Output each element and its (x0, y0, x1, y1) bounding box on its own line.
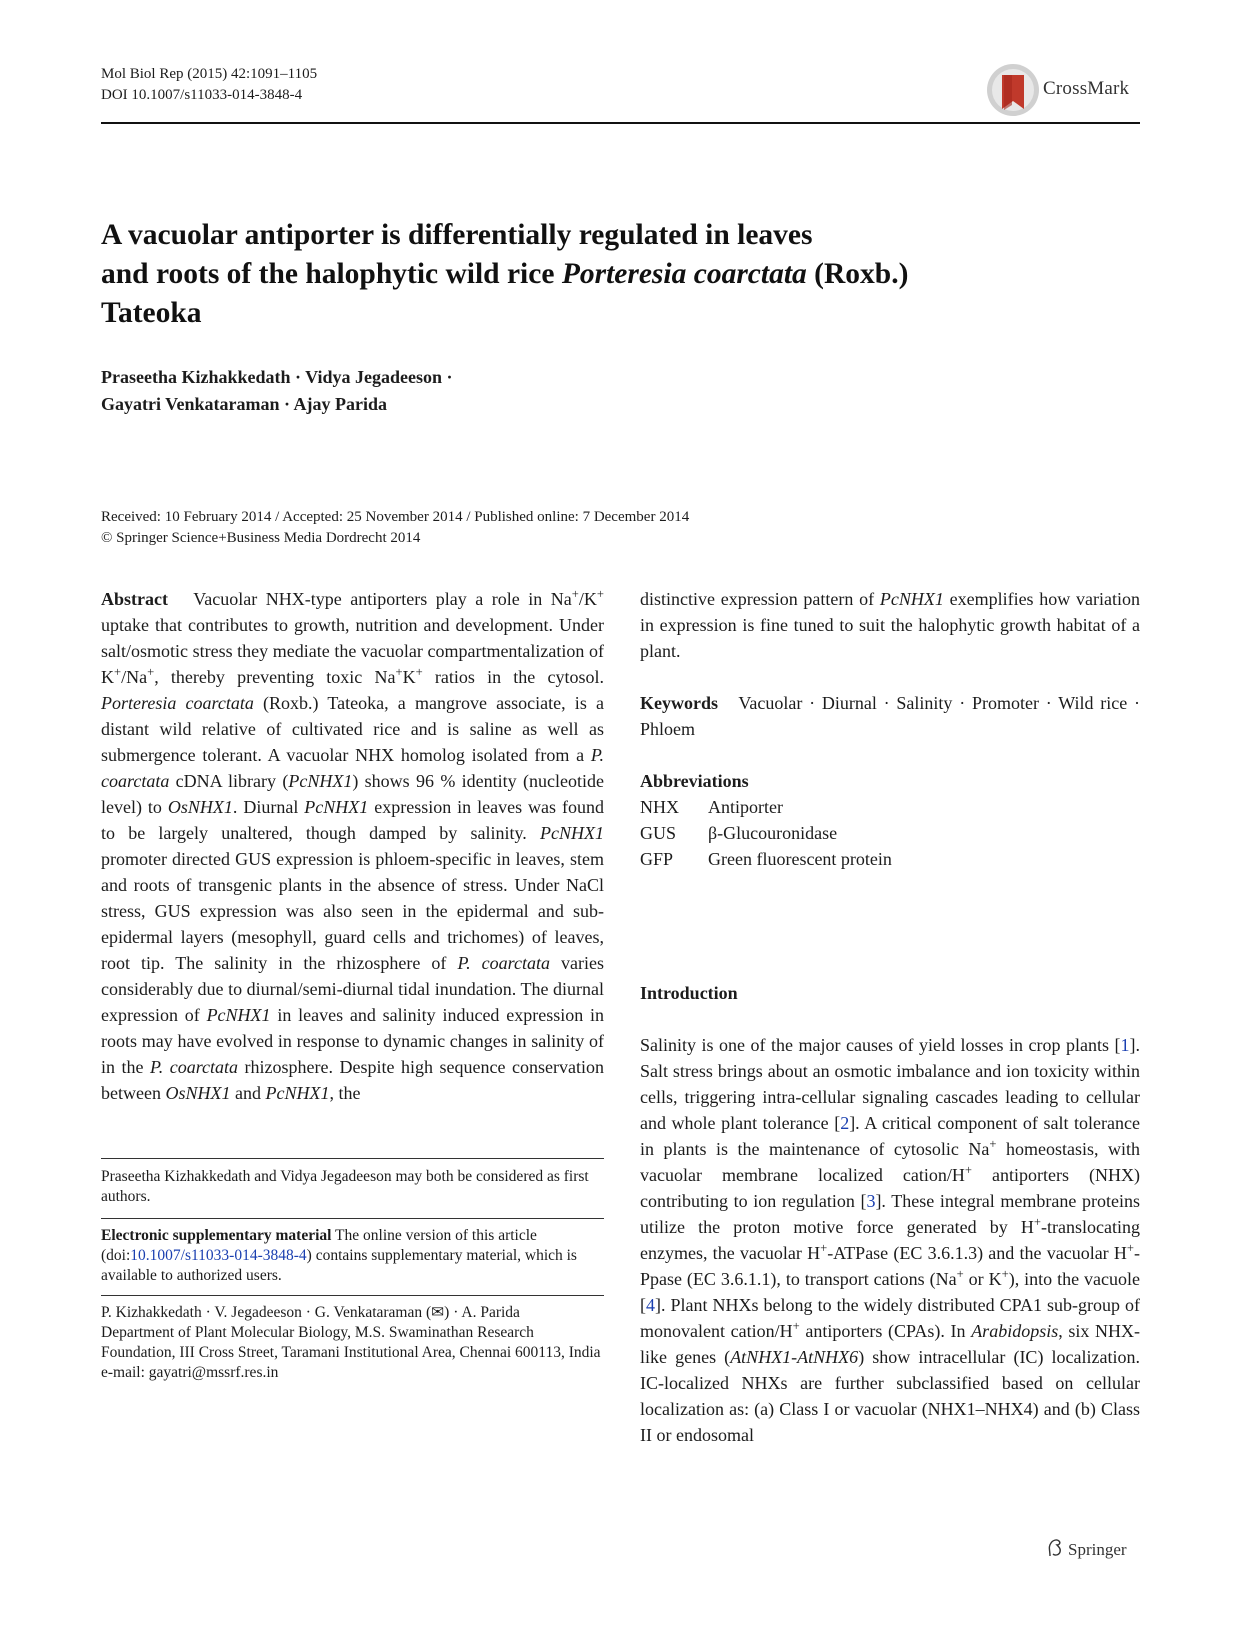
authors-line-1: Praseetha Kizhakkedath · Vidya Jegadeeson · (101, 367, 453, 387)
affiliation-note (101, 1303, 604, 1383)
title-line-2: and roots of the halophytic wild rice Porteresia coarctata (Roxb.) (101, 258, 909, 290)
crossmark-badge[interactable] (985, 62, 1135, 118)
abstract-text: Abstract Vacuolar NHX-type antiporters play a role in Na+/K+ uptake that contributes to growth, nutrition and development. Under salt/osmotic stress they mediate the vacuolar compartmentalization of K+/Na+, thereby preventing toxic Na+K+ ratios in the cytosol. Porteresia coarctata (Roxb.) Tateoka, a mangrove associate, is a distant wild relative of cultivated rice and is saline as well as submergence tolerant. A vacuolar NHX homolog isolated from a P. coarctata cDNA library (PcNHX1) shows 96 % identity (nucleotide level) to OsNHX1. Diurnal PcNHX1 expression in leaves was found to be largely unaltered, though damped by salinity. PcNHX1 promoter directed GUS expression is phloem-specific in leaves, stem and roots of transgenic plants in the absence of stress. Under NaCl stress, GUS expression was also seen in the epidermal and sub-epidermal layers (mesophyll, guard cells and trichomes) of leaves, root tip. The salinity in the rhizosphere of P. coarctata varies considerably due to diurnal/semi-diurnal tidal inundation. The diurnal expression of PcNHX1 in leaves and salinity induced expression in roots may have evolved in response to dynamic changes in salinity of in the P. coarctata rhizosphere. Despite high sequence conservation between OsNHX1 and PcNHX1, the (101, 587, 605, 1103)
abstract-final: distinctive expression pattern of PcNHX1 exemplifies how variation in expression is fine tuned to suit the halophytic growth habitat of a plant. (640, 589, 1140, 661)
publication-dates (101, 507, 689, 549)
keywords (640, 690, 1140, 742)
abbreviation-row: NHX Antiporter (640, 797, 783, 817)
footnote-rule-2 (101, 1218, 604, 1219)
footnote-rule (101, 1158, 604, 1159)
affiliation-address: Department of Plant Molecular Biology, M.S. Swaminathan Research Foundation, III Cross Street, Taramani Institutional Area, Chennai 600113, India (101, 1324, 601, 1361)
abbreviations-list (640, 794, 1140, 872)
abbreviation-row: GFP Green fluorescent protein (640, 849, 892, 869)
affiliation-authors: P. Kizhakkedath · V. Jegadeeson · G. Venkataraman (✉) · A. Parida (101, 1304, 520, 1321)
esm-heading: Electronic supplementary material (101, 1227, 332, 1244)
abstract-continued-text: distinctive expression pattern of (640, 589, 880, 609)
journal-reference: Mol Biol Rep (2015) 42:1091–1105 (101, 66, 318, 82)
abstract-heading: Abstract (101, 589, 168, 609)
author-list (101, 364, 701, 418)
abstract-column (101, 586, 604, 1106)
copyright-notice: © Springer Science+Business Media Dordrecht 2014 (101, 530, 421, 546)
springer-horse-icon (1046, 1538, 1064, 1558)
journal-citation (101, 64, 317, 106)
introduction-heading: Introduction (640, 983, 738, 1003)
doi-line: DOI 10.1007/s11033-014-3848-4 (101, 87, 303, 103)
keywords-heading: Keywords (640, 693, 718, 713)
first-authors-note (101, 1167, 604, 1207)
ref-link[interactable]: 4 (646, 1295, 655, 1315)
introduction-text: Salinity is one of the major causes of yield losses in crop plants [1]. Salt stress brings about an osmotic imbalance and ion toxicity within cells, triggering intra-cellular signaling cascades leading to cellular and whole plant tolerance [2]. A critical component of salt tolerance in plants is the maintenance of cytosolic Na+ homeostasis, with vacuolar membrane localized cation/H+ antiporters (NHX) contributing to ion regulation [3]. These integral membrane proteins utilize the proton motive force generated by H+-translocating enzymes, the vacuolar H+-ATPase (EC 3.6.1.3) and the vacuolar H+-Ppase (EC 3.6.1.1), to transport cations (Na+ or K+), into the vacuole [4]. Plant NHXs belong to the widely distributed CPA1 sub-group of monovalent cation/H+ antiporters (CPAs). In Arabidopsis, six NHX-like genes (AtNHX1-AtNHX6) show intracellular (IC) localization. IC-localized NHXs are further subclassified based on cellular localization as: (a) Class I or vacuolar (NHX1–NHX4) and (b) Class II or endosomal (640, 1035, 1141, 1445)
keywords-list: Vacuolar · Diurnal · Salinity · Promoter · Wild rice · Phloem (640, 693, 1140, 739)
crossmark-icon (985, 62, 1041, 118)
ref-link[interactable]: 1 (1120, 1035, 1130, 1055)
authors-line-2: Gayatri Venkataraman · Ajay Parida (101, 394, 388, 414)
publisher-name: Springer (1068, 1540, 1127, 1559)
springer-logo (1046, 1538, 1127, 1560)
article-title (101, 216, 1101, 333)
doi-link[interactable]: 10.1007/s11033-014-3848-4 (130, 1247, 307, 1264)
abbreviation-row: GUS β-Glucouronidase (640, 823, 838, 843)
corresponding-email[interactable]: e-mail: gayatri@mssrf.res.in (101, 1364, 279, 1381)
header-rule (101, 122, 1140, 124)
footnote-rule-3 (101, 1295, 604, 1296)
ref-link[interactable]: 3 (866, 1191, 876, 1211)
first-authors-text: Praseetha Kizhakkedath and Vidya Jegadeeson may both be considered as first authors. (101, 1168, 589, 1205)
ref-link[interactable]: 2 (840, 1113, 850, 1133)
supplementary-note: Electronic supplementary material The online version of this article (doi:10.1007/s11033-014-3848-4) contains supplementary material, which is available to authorized users. (101, 1227, 577, 1284)
abbreviations-heading: Abbreviations (640, 771, 749, 791)
history-dates: Received: 10 February 2014 / Accepted: 25 November 2014 / Published online: 7 December 2014 (101, 509, 690, 525)
right-column (640, 586, 1140, 1448)
envelope-icon[interactable]: ✉ (431, 1304, 445, 1321)
title-line-1: A vacuolar antiporter is differentially regulated in leaves (101, 219, 813, 251)
title-line-3: Tateoka (101, 297, 202, 329)
crossmark-label: CrossMark (1043, 78, 1130, 99)
